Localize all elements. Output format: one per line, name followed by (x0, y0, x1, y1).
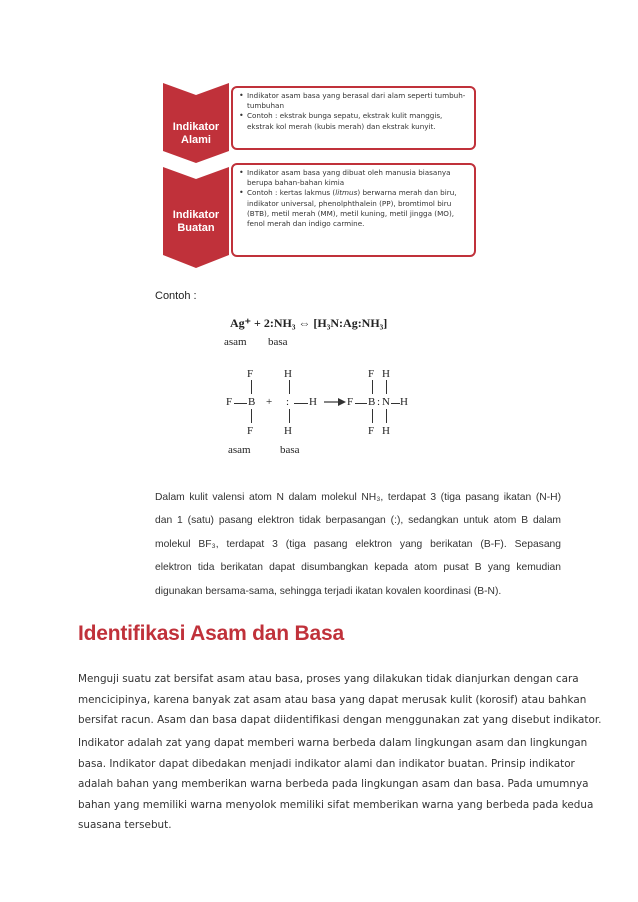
alami-label-line2: Alami (181, 134, 211, 146)
paragraph-line: dan 1 (satu) pasang elektron tidak berpasangan (:), sedangkan untuk atom B dalam (155, 515, 561, 527)
buatan-bullet-2 (247, 188, 470, 229)
product-f-left: F (347, 396, 354, 408)
product-b: B (368, 396, 376, 408)
product-bond-n-h-bottom (386, 409, 387, 423)
body-line: suasana tersebut. (78, 819, 172, 832)
basa-label-2: basa (280, 444, 300, 456)
alami-bullet-2: • Contoh : ekstrak bunga sepatu, ekstrak kulit manggis, ekstrak kol merah (kubis merah) dan ekstrak kunyit. (247, 111, 470, 131)
body-line: Indikator adalah zat yang dapat memberi warna berbeda dalam lingkungan asam dan lingkungan (78, 737, 588, 749)
buatan-bullet-2-pre: Contoh : kertas lakmus ( (247, 188, 336, 198)
product-h-top: H (382, 368, 390, 380)
plus-sign: + (266, 396, 273, 408)
product-bond-n-h-right (391, 403, 400, 404)
product-f-top: F (368, 368, 375, 380)
alami-label (163, 83, 229, 163)
reaction-arrow-icon (324, 397, 346, 407)
bond-b-f-bottom (251, 409, 252, 423)
bond-b-f-top (251, 380, 252, 394)
body-paragraph-1 (78, 669, 602, 731)
paragraph-line: molekul BF₃, terdapat 3 (tiga pasang elektron yang berikatan (B-F). Sepasang (155, 538, 561, 550)
buatan-box (231, 163, 476, 257)
body-line: basa. Indikator dapat dibedakan menjadi indikator alami dan indikator buatan. Prinsip indikator (78, 757, 575, 770)
basa-label-1: basa (268, 336, 288, 348)
body-line: bersifat racun. Asam dan basa dapat diidentifikasi dengan menggunakan zat yang disebut indikator. (78, 714, 602, 727)
buatan-bullet-1: • Indikator asam basa yang dibuat oleh manusia biasanya berupa bahan-bahan kimia (247, 168, 470, 188)
buatan-bullet-2-post: ) berwarna merah dan biru, indikator universal, phenolphthalein (PP), bromtimol biru (BTB), metil merah (MM), metil kuning, metil jingga (MO), fenol merah dan indigo carmine. (247, 188, 457, 229)
bond-n-h-right (294, 403, 308, 404)
nh3-h-right: H (309, 396, 317, 408)
product-f-bottom: F (368, 425, 375, 437)
nh3-lone-pair: : (286, 396, 290, 408)
buatan-label (163, 167, 229, 267)
product-bond-b-f-left (355, 403, 367, 404)
body-line: bahan yang memiliki warna menyolok memiliki sifat memberikan warna yang berbeda pada kedua (78, 798, 594, 811)
alami-bullet-1: • Indikator asam basa yang berasal dari alam seperti tumbuh-tumbuhan (247, 91, 470, 111)
buatan-label-line2: Buatan (177, 222, 215, 234)
bf3-f-bottom: F (247, 425, 254, 437)
body-line: mencicipinya, karena banyak zat asam atau basa yang dapat merusak kulit (korosif) atau bahkan (78, 693, 587, 706)
equation-text: Ag⁺ + 2:NH₃ ⇔ [H₃N:Ag:NH₃] (230, 316, 388, 330)
body-line: Menguji suatu zat bersifat asam atau basa, proses yang dilakukan tidak dianjurkan dengan cara (78, 673, 579, 685)
paragraph-line: elektron tida berikatan dapat disumbangkan kepada atom pusat B yang kemudian (155, 562, 561, 574)
asam-label-1: asam (224, 336, 247, 348)
bond-n-h-top (289, 380, 290, 394)
bf3-b: B (248, 396, 256, 408)
product-bond-b-f-top (372, 380, 373, 394)
product-h-right: H (400, 396, 408, 408)
product-bond-n-h-top (386, 380, 387, 394)
body-line: adalah bahan yang memberikan warna berbeda pada lingkungan asam dan basa. Pada umumnya (78, 778, 589, 791)
product-colon: : (377, 396, 381, 408)
alami-label-line1: Indikator (172, 121, 220, 133)
buatan-bullet-2-italic: litmus (335, 188, 358, 198)
paragraph-line: Dalam kulit valensi atom N dalam molekul NH₃, terdapat 3 (tiga pasang ikatan (N-H) (155, 492, 561, 503)
section-title: Identifikasi Asam dan Basa (78, 622, 344, 645)
chemical-equation-figure (220, 316, 420, 466)
bond-b-f-left (234, 403, 247, 404)
product-n: N (382, 396, 390, 408)
bf3-f-top: F (247, 368, 254, 380)
bond-n-h-bottom (289, 409, 290, 423)
bf3-f-left: F (226, 396, 233, 408)
contoh-label: Contoh : (155, 290, 197, 302)
asam-label-2: asam (228, 444, 251, 456)
explanation-paragraph (155, 486, 561, 603)
product-bond-b-f-bottom (372, 409, 373, 423)
paragraph-line: digunakan bersama-sama, sehingga terjadi ikatan kovalen koordinasi (B-N). (155, 585, 502, 597)
alami-box (231, 86, 476, 150)
buatan-label-line1: Indikator (172, 209, 220, 221)
product-h-bottom: H (382, 425, 390, 437)
indicator-diagram (163, 83, 481, 268)
body-paragraph-2 (78, 733, 594, 836)
nh3-h-top: H (284, 368, 292, 380)
nh3-h-bottom: H (284, 425, 292, 437)
